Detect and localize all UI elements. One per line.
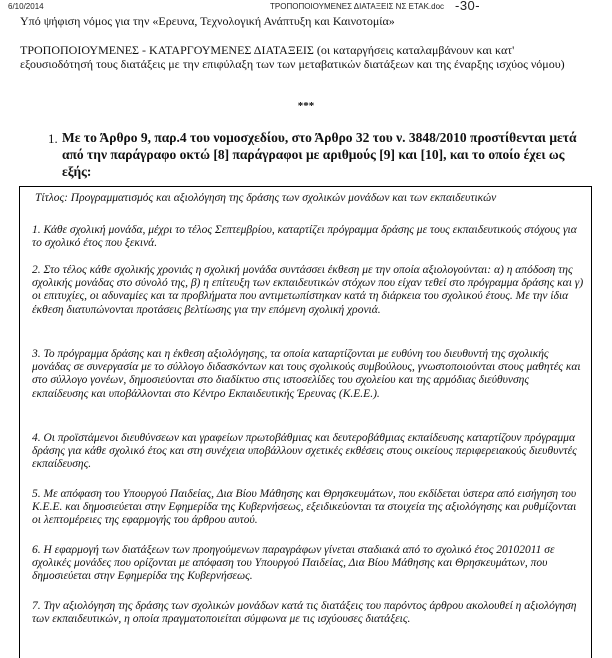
paragraph-6: 6. Η εφαρμογή των διατάξεων των προηγούμενων παραγράφων γίνεται σταδιακά από το σχολικό έτος 20102011 σε σχολικές μονάδες που ορίζονται με απόφαση του Υπουργού Παιδείας, Δια Βίου Μάθησης και Θρησκευμάτων, που δημοσιεύεται στην Εφημερίδα της Κυβερνήσεως.	[32, 544, 555, 583]
item-number: 1.	[48, 131, 58, 146]
paragraph-1: 1. Κάθε σχολική μονάδα, μέχρι το τέλος Σεπτεμβρίου, καταρτίζει πρόγραμμα δράσης με τους εκπαιδευτικούς στόχους για το σχολικό έτος που ξεκινά.	[32, 224, 577, 250]
header-doc-title: ΤΡΟΠΟΠΟΙΟΥΜΕΝΕΣ ΔΙΑΤΑΞΕΙΣ ΝΣ ΕΤΑΚ.doc	[270, 2, 445, 11]
section-heading: ΤΡΟΠΟΠΟΙΟΥΜΕΝΕΣ - ΚΑΤΑΡΓΟΥΜΕΝΕΣ ΔΙΑΤΑΞΕΙΣ (οι καταργήσεις καταλαμβάνουν και κατ' εξουσιοδότησή τους διατάξεις με την επιφύλαξη των των μεταβατικών διατάξεων και της έναρξης ισχύος νόμου)	[20, 43, 565, 71]
separator: ***	[297, 100, 315, 112]
item-text: Με το Άρθρο 9, παρ.4 του νομοσχεδίου, στο Άρθρο 32 του ν. 3848/2010 προστίθενται μετά από την παράγραφο οκτώ [8] παράγραφοι με αριθμούς [9] και [10], και το οποίο έχει ως εξής:	[62, 130, 577, 179]
paragraph-4: 4. Οι προϊστάμενοι διευθύνσεων και γραφείων πρωτοβάθμιας και δευτεροβάθμιας εκπαίδευσης καταρτίζουν πρόγραμμα δράσης για κάθε σχολικό έτος και στη συνέχεια υποβάλλουν σχετικές εκθέσεις στους οικείους περιφερειακούς διευθυντές εκπαίδευσης.	[32, 432, 577, 471]
header-date: 6/10/2014	[8, 2, 44, 11]
paragraph-2: 2. Στο τέλος κάθε σχολικής χρονιάς η σχολική μονάδα συντάσσει έκθεση με την οποία αξιολογούνται: α) η απόδοση της σχολικής μονάδας στο σύνολό της, β) η επίτευξη των εκπαιδευτικών στόχων που είχαν τεθεί στο πρόγραμμα δράσης και γ) οι επιτυχίες, οι αδυναμίες και τα προβλήματα που αντιμετωπίστηκαν κατά τη διάρκεια του σχολικού έτους. Με την ίδια έκθεση διατυπώνονται προτάσεις βελτίωσης για την επόμενη σχολική χρονιά.	[32, 264, 584, 316]
paragraph-3: 3. Το πρόγραμμα δράσης και η έκθεση αξιολόγησης, τα οποία καταρτίζονται με ευθύνη του διευθυντή της σχολικής μονάδας σε συνεργασία με το σύλλογο διδασκόντων και τους σχολικούς συμβούλους, γνωστοποιούνται στους μαθητές και στο σύλλογο γονέων, δημοσιεύονται στο διαδίκτυο στις ιστοσελίδες του σχολείου και της αρμόδιας διεύθυνσης εκπαίδευσης και υποβάλλονται στο Κέντρο Εκπαιδευτικής Έρευνας (Κ.Ε.Ε.).	[32, 348, 581, 400]
paragraph-7: 7. Την αξιολόγηση της δράσης των σχολικών μονάδων κατά τις διατάξεις του παρόντος άρθρου ακολουθεί η αξιολόγηση των εκπαιδευτικών, η οποία πραγματοποιείται σύμφωνα με τις ισχύουσες διατάξεις.	[32, 600, 577, 626]
quoted-article-box	[19, 186, 592, 658]
intro-line: Υπό ψήφιση νόμος για την «Ερευνα, Τεχνολογική Ανάπτυξη και Καινοτομία»	[20, 14, 395, 28]
box-title: Τίτλος: Προγραμματισμός και αξιολόγηση της δράσης των σχολικών μονάδων και των εκπαιδευτικών	[35, 192, 497, 204]
page-number: -30-	[455, 0, 481, 13]
paragraph-5: 5. Με απόφαση του Υπουργού Παιδείας, Δια Βίου Μάθησης και Θρησκευμάτων, που εκδίδεται ύστερα από εισήγηση του Κ.Ε.Ε. και δημοσιεύεται στην Εφημερίδα της Κυβερνήσεως, εξειδικεύονται τα στοιχεία της αξιολόγησης και ρυθμίζονται οι λεπτομέρειες της εφαρμογής του άρθρου αυτού.	[32, 488, 577, 527]
